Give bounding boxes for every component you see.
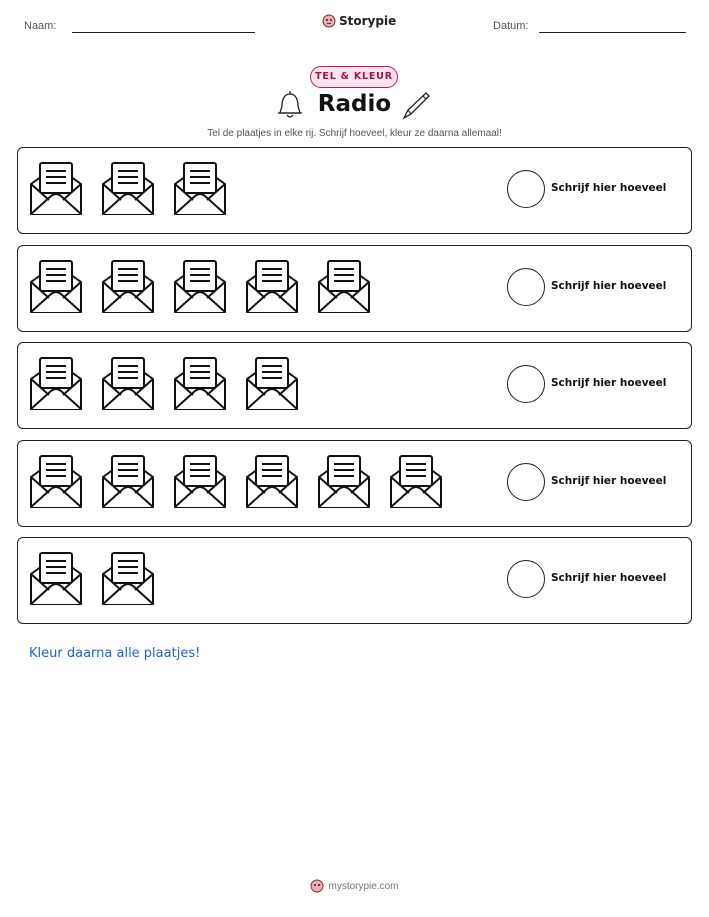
page-title: Radio: [317, 91, 392, 117]
row-icons: [29, 258, 371, 314]
envelope-icon[interactable]: [317, 453, 371, 509]
envelope-icon[interactable]: [389, 453, 443, 509]
envelope-icon[interactable]: [29, 550, 83, 606]
row-icons: [29, 550, 155, 606]
name-line[interactable]: [72, 32, 255, 33]
answer-circle[interactable]: [507, 268, 545, 306]
envelope-icon[interactable]: [245, 355, 299, 411]
envelope-icon[interactable]: [101, 258, 155, 314]
envelope-icon[interactable]: [173, 258, 227, 314]
answer-prompt: Schrijf hier hoeveel: [551, 475, 667, 487]
envelope-icon[interactable]: [101, 355, 155, 411]
storypie-mascot-icon: [310, 879, 324, 893]
answer-prompt: Schrijf hier hoeveel: [551, 572, 667, 584]
footer: [0, 879, 709, 893]
row-icons: [29, 355, 299, 411]
envelope-icon[interactable]: [101, 550, 155, 606]
envelope-icon[interactable]: [29, 355, 83, 411]
envelope-icon[interactable]: [173, 160, 227, 216]
colour-instruction: Kleur daarna alle plaatjes!: [29, 646, 201, 661]
title-row: [0, 88, 709, 124]
envelope-icon[interactable]: [29, 160, 83, 216]
answer-circle[interactable]: [507, 170, 545, 208]
date-line[interactable]: [539, 32, 686, 33]
counting-row: [17, 245, 692, 332]
envelope-icon[interactable]: [245, 258, 299, 314]
counting-row: [17, 342, 692, 429]
envelope-icon[interactable]: [173, 355, 227, 411]
envelope-icon[interactable]: [29, 453, 83, 509]
envelope-icon[interactable]: [173, 453, 227, 509]
pencil-icon: [400, 90, 432, 122]
instruction-text: Tel de plaatjes in elke rij. Schrijf hoeveel, kleur ze daarna allemaal!: [207, 128, 502, 139]
answer-prompt: Schrijf hier hoeveel: [551, 182, 667, 194]
answer-circle[interactable]: [507, 463, 545, 501]
row-icons: [29, 453, 443, 509]
envelope-icon[interactable]: [101, 160, 155, 216]
answer-circle[interactable]: [507, 560, 545, 598]
brand-logo: [322, 14, 396, 28]
envelope-icon[interactable]: [245, 453, 299, 509]
answer-circle[interactable]: [507, 365, 545, 403]
counting-row: [17, 537, 692, 624]
name-label: Naam:: [24, 20, 57, 32]
answer-prompt: Schrijf hier hoeveel: [551, 280, 667, 292]
envelope-icon[interactable]: [101, 453, 155, 509]
answer-prompt: Schrijf hier hoeveel: [551, 377, 667, 389]
envelope-icon[interactable]: [317, 258, 371, 314]
counting-row: [17, 147, 692, 234]
row-icons: [29, 160, 227, 216]
storypie-mascot-icon: [322, 14, 336, 28]
brand-name: Storypie: [339, 14, 397, 28]
date-label: Datum:: [493, 20, 529, 32]
footer-url[interactable]: mystorypie.com: [328, 880, 399, 892]
envelope-icon[interactable]: [29, 258, 83, 314]
category-badge: TEL & KLEUR: [310, 66, 398, 88]
counting-row: [17, 440, 692, 527]
